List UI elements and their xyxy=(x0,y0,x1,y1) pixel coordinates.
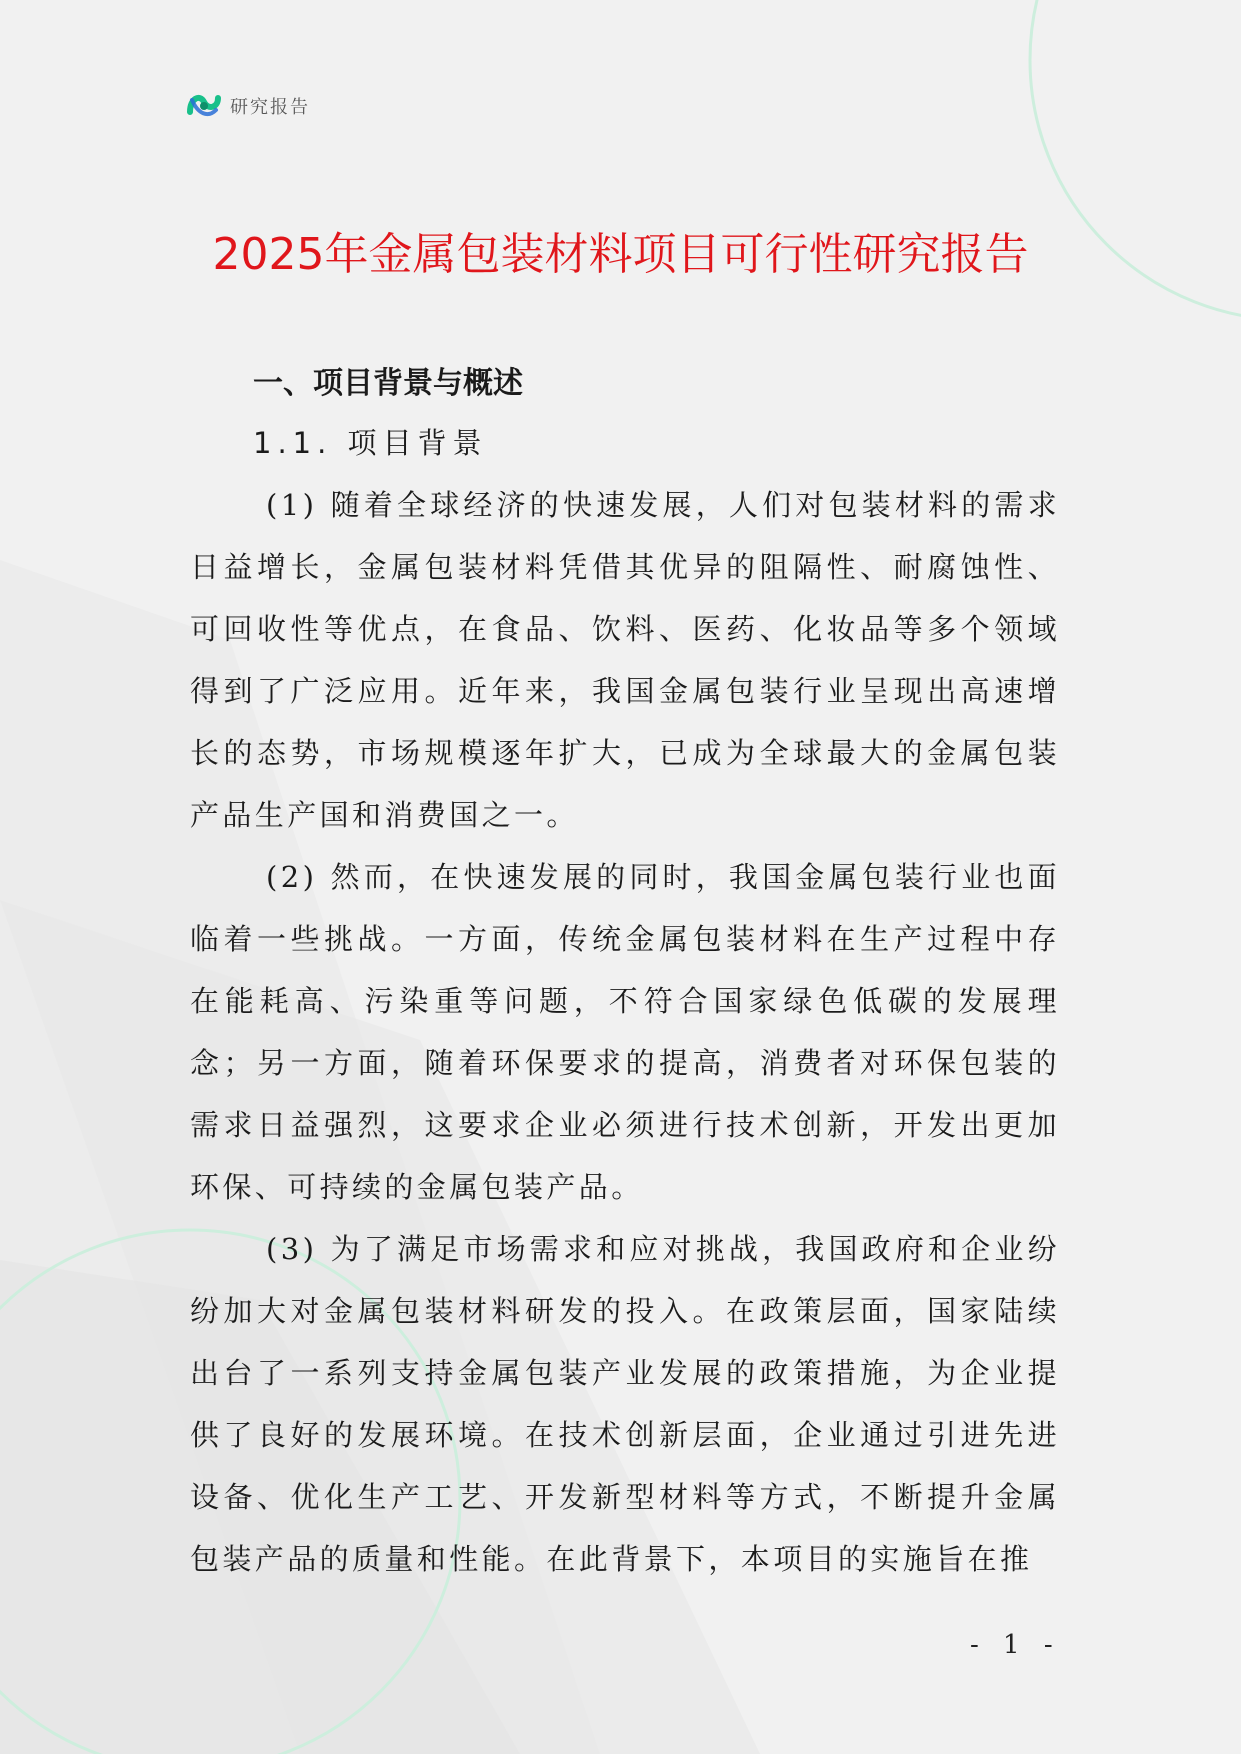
header-label: 研究报告 xyxy=(230,97,310,118)
paragraph-3: (3) 为了满足市场需求和应对挑战，我国政府和企业纷纷加大对金属包装材料研发的投入。在政策层面，国家陆续出台了一系列支持金属包装产业发展的政策措施，为企业提供了良好的发展环境。在技术创新层面，企业通过引进先进设备、优化生产工艺、开发新型材料等方式，不断提升金属包装产品的质量和性能。在此背景下，本项目的实施旨在推 xyxy=(190,1232,1060,1576)
section-heading: 一、项目背景与概述 xyxy=(253,366,523,401)
document-title: 2025年金属包装材料项目可行性研究报告 xyxy=(212,229,1029,280)
page-number: - 1 - xyxy=(970,1630,1061,1660)
header-brand xyxy=(186,88,310,124)
body-text xyxy=(190,474,1060,1590)
paragraph-1: (1) 随着全球经济的快速发展，人们对包装材料的需求日益增长，金属包装材料凭借其优异的阻隔性、耐腐蚀性、可回收性等优点，在食品、饮料、医药、化妆品等多个领域得到了广泛应用。近年来，我国金属包装行业呈现出高速增长的态势，市场规模逐年扩大，已成为全球最大的金属包装产品生产国和消费国之一。 xyxy=(190,488,1060,832)
paragraph-2: (2) 然而，在快速发展的同时，我国金属包装行业也面临着一些挑战。一方面，传统金属包装材料在生产过程中存在能耗高、污染重等问题，不符合国家绿色低碳的发展理念；另一方面，随着环保要求的提高，消费者对环保包装的需求日益强烈，这要求企业必须进行技术创新，开发出更加环保、可持续的金属包装产品。 xyxy=(190,860,1060,1204)
subsection-heading: 1.1. 项目背景 xyxy=(253,426,488,460)
brand-logo-icon xyxy=(186,88,222,124)
